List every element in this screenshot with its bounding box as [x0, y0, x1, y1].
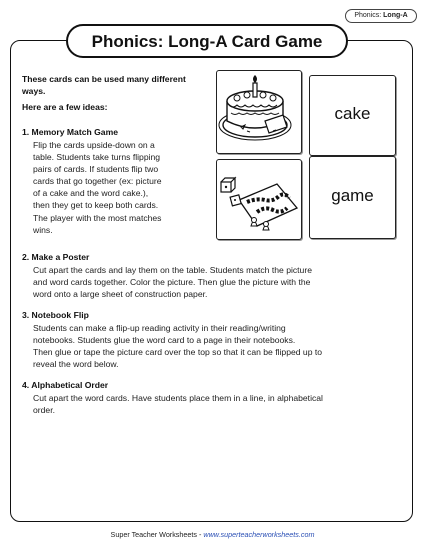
text-line: then they get to keep both cards. — [33, 200, 159, 211]
text-line: notebooks. Students glue the word card to a page in their notebooks. — [33, 335, 296, 346]
intro-text: These cards can be used many different ways. — [22, 74, 186, 96]
text-line: order. — [33, 405, 55, 416]
footer-link[interactable]: www.superteacherworksheets.com — [203, 530, 315, 539]
footer — [0, 530, 425, 539]
tag-prefix: Phonics: — [354, 12, 384, 19]
text-line: Cut apart the cards and lay them on the table. Students match the picture — [33, 265, 312, 275]
text-line: wins. — [33, 224, 53, 235]
text-line: of a cake and the word cake.), — [33, 188, 149, 199]
text-line: table. Students take turns flipping — [33, 152, 161, 163]
word-game: game — [331, 186, 374, 205]
picture-card-game — [216, 159, 302, 240]
ideas-heading: Here are a few ideas: — [22, 102, 108, 112]
text-line: Students can make a flip-up reading activity in their reading/writing — [33, 323, 286, 333]
page-title: Phonics: Long-A Card Game — [66, 24, 348, 58]
topic-tag — [345, 9, 417, 23]
tag-topic: Long-A — [383, 12, 408, 19]
text-line: cards that go together (ex: picture — [33, 176, 162, 187]
text-line: word onto a large sheet of construction paper. — [33, 289, 208, 300]
section-heading-notebook-flip: 3. Notebook Flip — [22, 310, 89, 320]
section-heading-poster: 2. Make a Poster — [22, 252, 90, 262]
board-game-icon — [217, 160, 300, 238]
section-body-poster — [33, 264, 312, 300]
word-card-cake — [309, 75, 396, 156]
text-line: Flip the cards upside-down on a — [33, 140, 155, 150]
text-line: and word cards together. Color the picture. Then glue the picture with the — [33, 277, 311, 288]
section-body-notebook-flip — [33, 322, 322, 370]
text-line: reveal the word below. — [33, 359, 119, 370]
section-heading-alphabetical: 4. Alphabetical Order — [22, 380, 109, 390]
footer-brand: Super Teacher Worksheets - — [110, 530, 204, 539]
section-body-alphabetical — [33, 392, 323, 416]
text-line: pairs of cards. If students flip two — [33, 164, 159, 175]
cake-icon — [217, 71, 300, 152]
text-line: Then glue or tape the picture card over the top so that it can be flipped up to — [33, 347, 323, 358]
picture-card-cake — [216, 70, 302, 154]
word-card-game — [309, 156, 396, 239]
word-cake: cake — [334, 104, 371, 123]
section-heading-memory-match: 1. Memory Match Game — [22, 127, 118, 137]
section-body-memory-match — [33, 139, 162, 236]
text-line: Cut apart the word cards. Have students place them in a line, in alphabetical — [33, 393, 323, 403]
text-line: The player with the most matches — [33, 212, 162, 223]
